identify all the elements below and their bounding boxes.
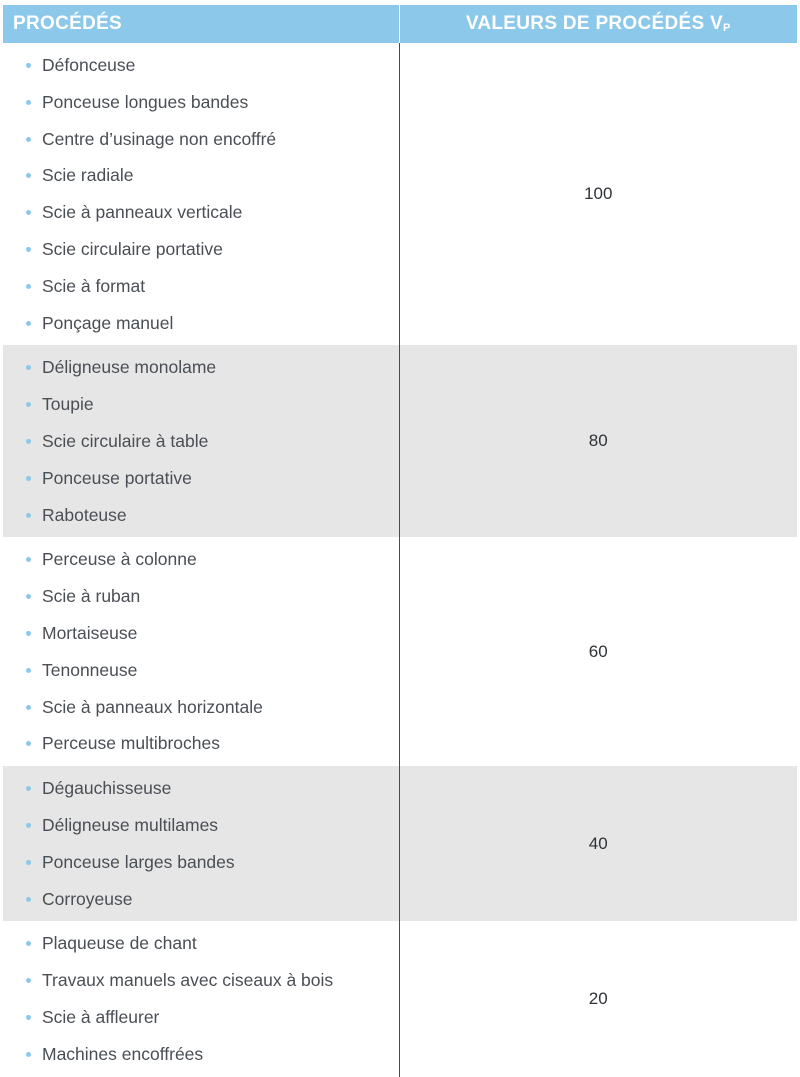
list-item: [3, 925, 399, 962]
bullet-icon: [26, 705, 31, 710]
list-item: [3, 47, 399, 84]
list-item-label: Travaux manuels avec ciseaux à bois: [42, 970, 334, 991]
list-item: [3, 999, 399, 1036]
bullet-icon: [26, 247, 31, 252]
procedes-list: [3, 541, 399, 762]
bullet-icon: [26, 173, 31, 178]
bullet-icon: [26, 1015, 31, 1020]
table-row-group: [3, 766, 797, 921]
list-item-label: Scie à ruban: [42, 586, 141, 607]
procedes-list: [3, 349, 399, 533]
bullet-icon: [26, 100, 31, 105]
valeur-cell: 40: [399, 766, 797, 921]
bullet-icon: [26, 321, 31, 326]
list-item: [3, 1036, 399, 1073]
bullet-icon: [26, 631, 31, 636]
list-item-label: Perceuse multibroches: [42, 733, 220, 754]
list-item: [3, 807, 399, 844]
list-item: [3, 121, 399, 158]
bullet-icon: [26, 897, 31, 902]
procedes-list: [3, 47, 399, 341]
list-item: [3, 231, 399, 268]
list-item-label: Mortaiseuse: [42, 622, 138, 643]
list-item: [3, 84, 399, 121]
list-item-label: Plaqueuse de chant: [42, 933, 197, 954]
list-item: [3, 268, 399, 305]
procedes-cell: [3, 43, 399, 345]
list-item: [3, 881, 399, 918]
list-item: [3, 497, 399, 534]
header-procedes: [3, 5, 399, 43]
list-item-label: Corroyeuse: [42, 888, 133, 909]
procedes-list: [3, 770, 399, 917]
list-item-label: Scie circulaire à table: [42, 430, 209, 451]
list-item-label: Perceuse à colonne: [42, 549, 197, 570]
bullet-icon: [26, 365, 31, 370]
bullet-icon: [26, 402, 31, 407]
bullet-icon: [26, 137, 31, 142]
list-item: [3, 770, 399, 807]
list-item-label: Dégauchisseuse: [42, 778, 172, 799]
header-valeurs-label: VALEURS DE PROCÉDÉS V: [465, 13, 724, 34]
bullet-icon: [26, 63, 31, 68]
list-item-label: Déligneuse multilames: [42, 814, 219, 835]
procedes-table: [3, 5, 797, 1077]
bullet-icon: [26, 860, 31, 865]
list-item: [3, 962, 399, 999]
list-item-label: Scie à format: [42, 275, 146, 296]
list-item: [3, 615, 399, 652]
list-item-label: Raboteuse: [42, 504, 127, 525]
bullet-icon: [26, 786, 31, 791]
list-item: [3, 305, 399, 342]
bullet-icon: [26, 978, 31, 983]
list-item-label: Scie circulaire portative: [42, 238, 223, 259]
table-row-group: [3, 345, 797, 537]
header-procedes-label: PROCÉDÉS: [13, 13, 123, 34]
list-item: [3, 349, 399, 386]
list-item-label: Ponceuse longues bandes: [42, 91, 249, 112]
list-item: [3, 725, 399, 762]
list-item: [3, 652, 399, 689]
list-item-label: Scie radiale: [42, 165, 134, 186]
bullet-icon: [26, 513, 31, 518]
list-item: [3, 460, 399, 497]
list-item-label: Scie à panneaux horizontale: [42, 696, 263, 717]
list-item: [3, 386, 399, 423]
list-item: [3, 844, 399, 881]
list-item-label: Centre d’usinage non encoffré: [42, 128, 277, 149]
valeur-cell: 80: [399, 345, 797, 537]
bullet-icon: [26, 741, 31, 746]
table-row-group: [3, 537, 797, 766]
list-item: [3, 157, 399, 194]
procedes-cell: [3, 345, 399, 537]
table-row-group: [3, 921, 797, 1076]
valeur-cell: 60: [588, 641, 608, 661]
bullet-icon: [26, 284, 31, 289]
list-item: [3, 194, 399, 231]
list-item: [3, 423, 399, 460]
procedes-cell: [3, 537, 399, 766]
bullet-icon: [26, 668, 31, 673]
bullet-icon: [26, 210, 31, 215]
bullet-icon: [26, 823, 31, 828]
list-item-label: Scie à panneaux verticale: [42, 202, 243, 223]
bullet-icon: [26, 439, 31, 444]
procedes-cell: [3, 766, 399, 921]
bullet-icon: [26, 476, 31, 481]
list-item-label: Toupie: [42, 394, 94, 415]
header-valeurs: [399, 5, 797, 43]
bullet-icon: [26, 557, 31, 562]
table-body: [3, 43, 797, 1077]
list-item-label: Scie à affleurer: [42, 1006, 160, 1027]
list-item: [3, 689, 399, 726]
bullet-icon: [26, 941, 31, 946]
list-item: [3, 578, 399, 615]
valeur-cell: 100: [584, 184, 613, 204]
bullet-icon: [26, 1052, 31, 1057]
list-item-label: Défonceuse: [42, 55, 136, 75]
list-item-label: Machines encoffrées: [42, 1043, 204, 1064]
list-item-label: Ponçage manuel: [42, 312, 174, 333]
list-item-label: Déligneuse monolame: [42, 357, 217, 378]
procedes-list: [3, 925, 399, 1072]
list-item: [3, 541, 399, 578]
list-item-label: Ponceuse portative: [42, 467, 192, 488]
valeur-cell: 20: [588, 988, 608, 1008]
list-item-label: Tenonneuse: [42, 659, 138, 680]
procedes-cell: [3, 921, 399, 1076]
header-valeurs-subscript: P: [723, 22, 731, 34]
bullet-icon: [26, 594, 31, 599]
table-header: [3, 5, 797, 43]
list-item-label: Ponceuse larges bandes: [42, 851, 235, 872]
table-row-group: [3, 43, 797, 345]
